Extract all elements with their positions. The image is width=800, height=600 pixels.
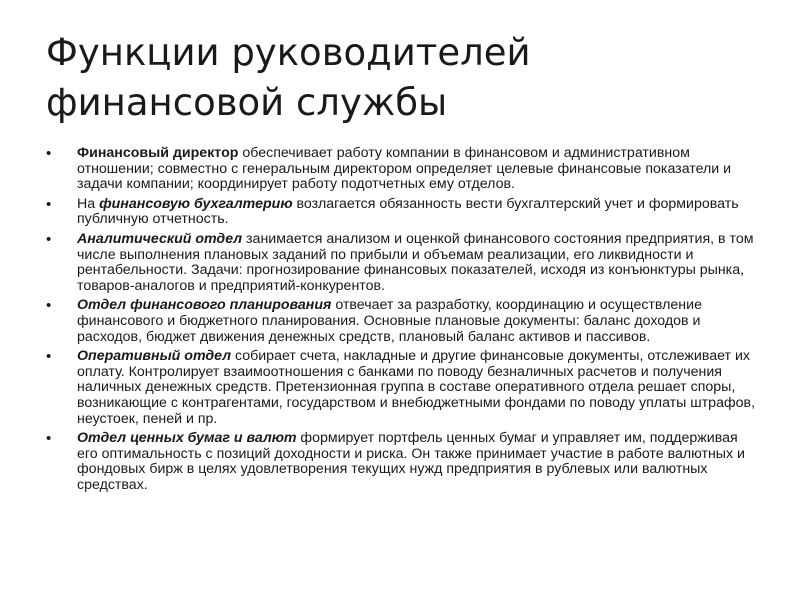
item-text: формирует портфель ценных бумаг и управляет им, поддерживая его оптимальность с позиций доходности и риска. Он также принимает участие в работе валютных и фондовых бирж в целях удовлетворения текущих нужд предприятия в рублевых или валютных средствах. xyxy=(77,430,745,493)
item-prefix: На xyxy=(77,195,100,212)
item-lead: Отдел финансового планирования xyxy=(77,297,332,314)
list-item-accounting xyxy=(46,197,760,228)
item-text: собирает счета, накладные и другие финансовые документы, отслеживает их оплату. Контролирует взаимоотношения с банками по поводу безналичных расчетов и получения наличных денежных средств. Претензионная группа в составе оперативного отдела решает споры, возникающие с контрагентами, государством и внебюджетными фондами по поводу уплаты штрафов, неустоек, пеней и пр. xyxy=(77,348,756,427)
item-text: обеспечивает работу компании в финансовом и административном отношении; совместно с генеральным директором определяет целевые финансовые показатели и задачи компании; координирует работу подотчетных ему отделов. xyxy=(77,145,732,193)
bullet-list xyxy=(46,146,760,493)
page-title: Функции руководителей финансовой службы xyxy=(46,31,531,124)
list-item-securities-dept xyxy=(46,431,760,493)
list-item-planning-dept xyxy=(46,298,760,345)
item-lead: Отдел ценных бумаг и валют xyxy=(77,430,297,447)
item-text: отвечает за разработку, координацию и осуществление финансового и бюджетного планирования. Основные плановые документы: баланс доходов и расходов, бюджет движения денежных средств, плановый баланс активов и пассивов. xyxy=(77,297,702,345)
list-item-finance-director xyxy=(46,146,760,193)
item-text: возлагается обязанность вести бухгалтерский учет и формировать публичную отчетность. xyxy=(77,195,739,228)
item-lead: Финансовый директор xyxy=(77,145,239,161)
item-lead: Оперативный отдел xyxy=(77,348,232,365)
item-lead: финансовую бухгалтерию xyxy=(99,195,293,212)
list-item-analytics-dept xyxy=(46,232,760,294)
item-lead: Аналитический отдел xyxy=(77,230,243,247)
item-text: занимается анализом и оценкой финансового состояния предприятия, в том числе выполнения плановых заданий по прибыли и объемам реализации, его ликвидности и рентабельности. Задачи: прогнозирование финансовых показателей, исходя из конъюнктуры рынка, товаров-аналогов и предприятий-конкурентов. xyxy=(77,230,754,294)
list-item-operations-dept xyxy=(46,349,760,427)
